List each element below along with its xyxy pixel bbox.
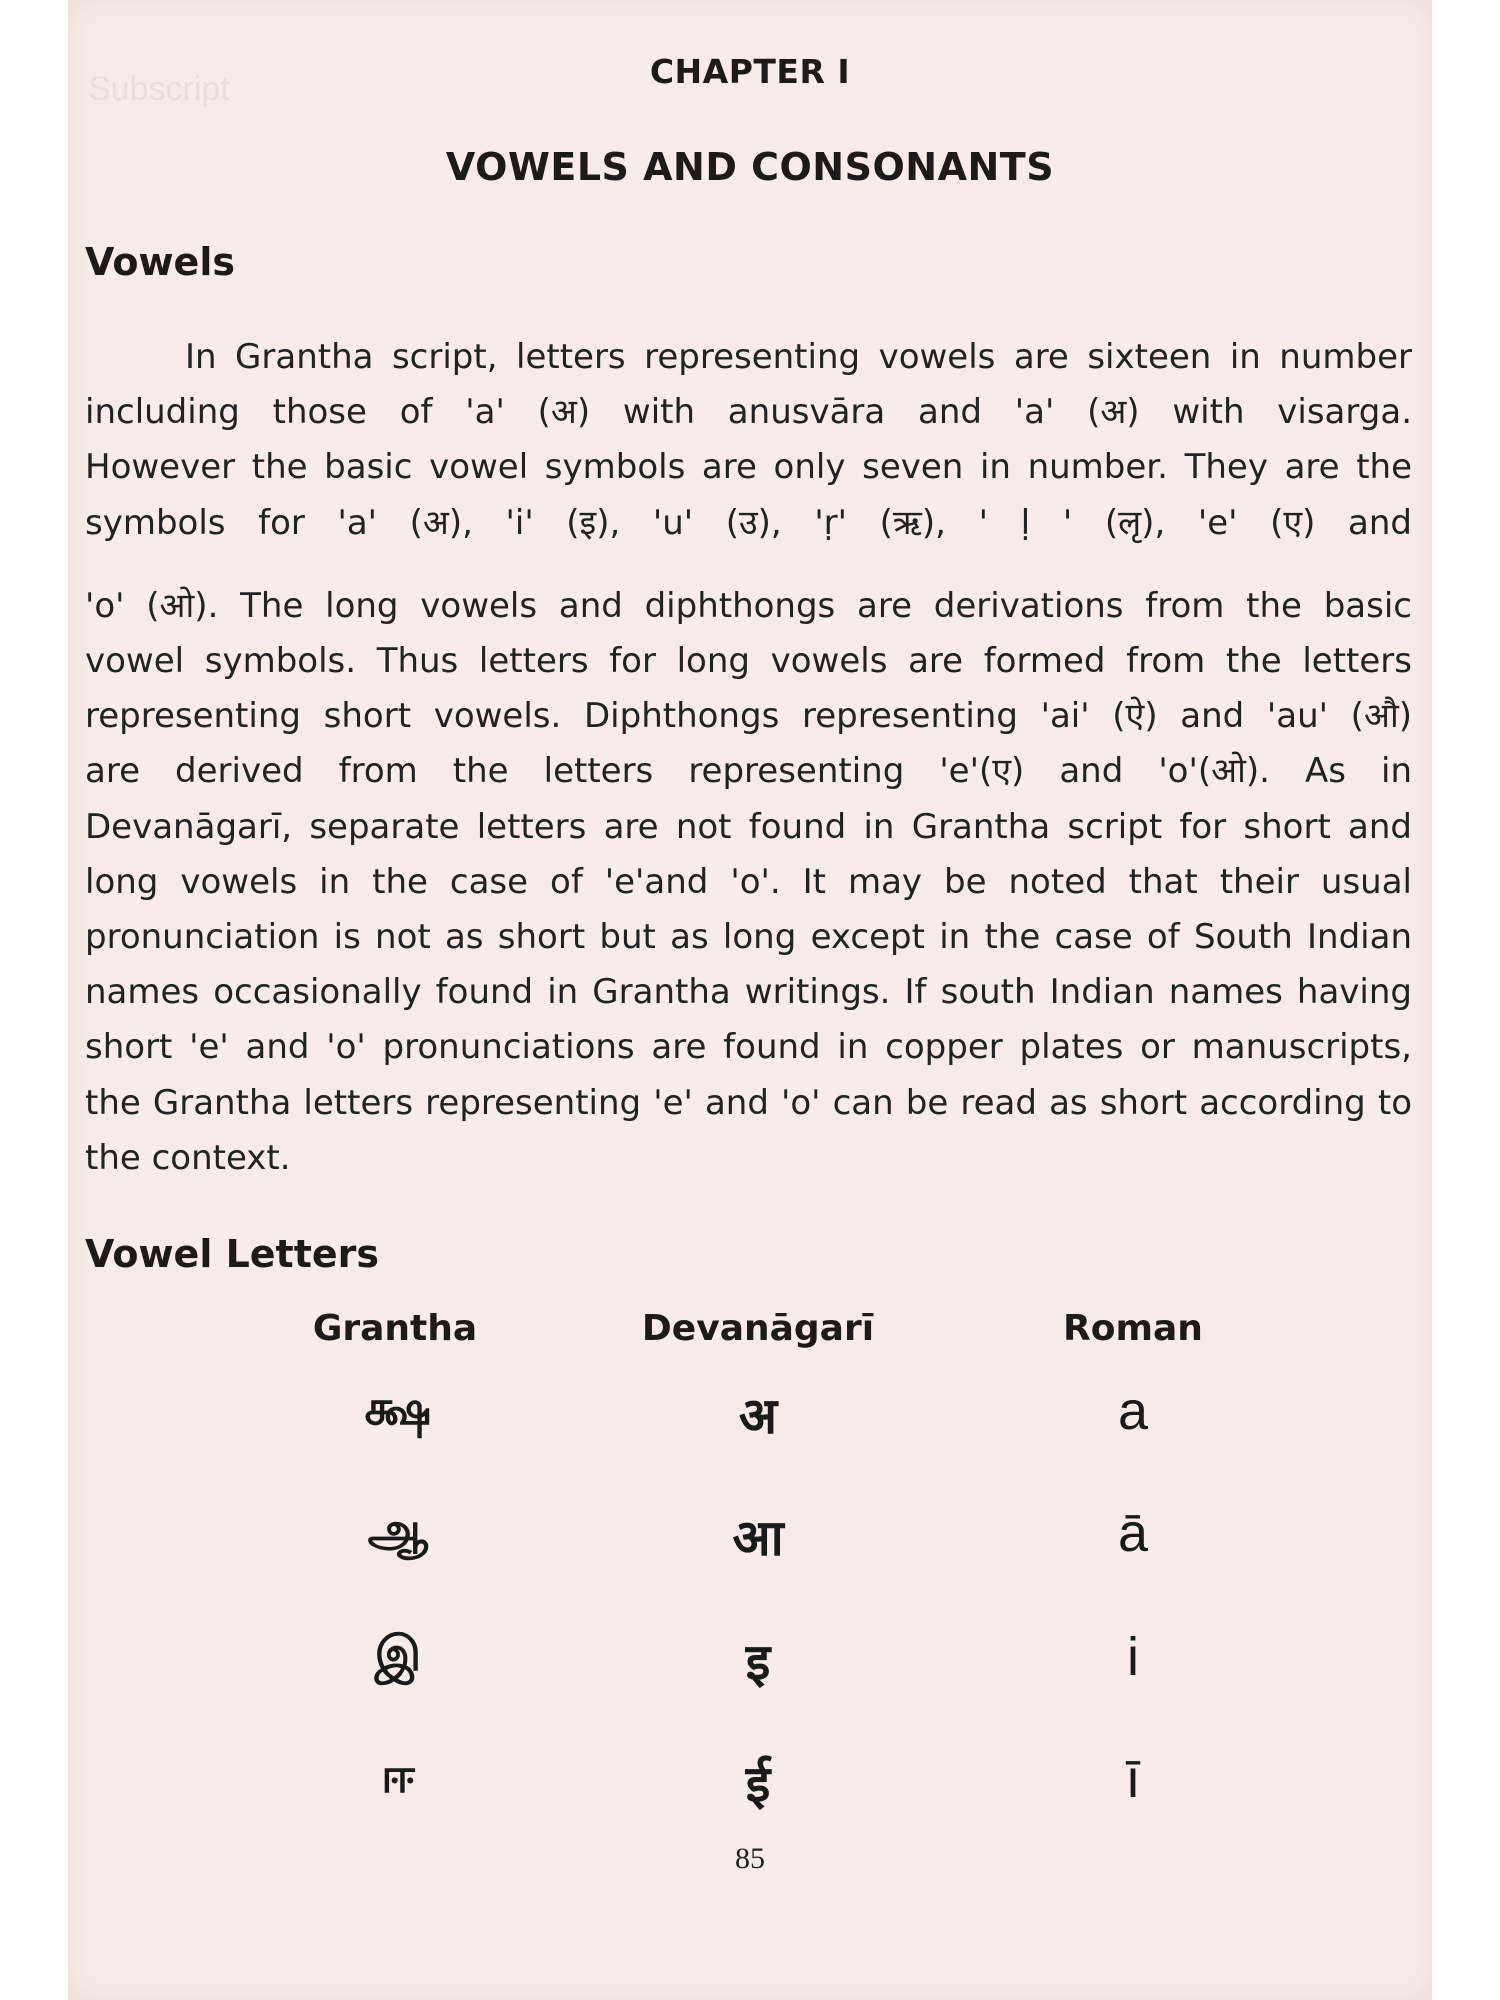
table-row — [68, 1380, 1432, 1490]
grantha-letter: க்ஷ — [364, 1380, 432, 1436]
column-header-grantha: Grantha — [312, 1308, 478, 1349]
paragraph-line: 'o' (ओ). The long vowels and diphthongs are derivations from the basic — [85, 585, 1412, 626]
chapter-title: VOWELS AND CONSONANTS — [445, 145, 1055, 189]
devanagari-letter: ई — [745, 1755, 771, 1813]
paragraph-line: long vowels in the case of 'e'and 'o'. It may be noted that their usual — [85, 861, 1412, 902]
paragraph-line: vowel symbols. Thus letters for long vowels are formed from the letters — [85, 641, 1412, 682]
paragraph-line: However the basic vowel symbols are only seven in number. They are the — [85, 447, 1412, 488]
paragraph-line: the Grantha letters representing 'e' and 'o' can be read as short according to — [85, 1082, 1412, 1123]
paragraph-line: representing short vowels. Diphthongs representing 'ai' (ऐ) and 'au' (औ) — [85, 696, 1412, 737]
devanagari-letter: इ — [745, 1633, 771, 1691]
page-number: 85 — [735, 1842, 765, 1875]
table-row — [68, 1626, 1432, 1736]
reverse-page-bleed: Subscript — [88, 70, 230, 108]
devanagari-letter: अ — [738, 1387, 778, 1445]
section-heading-vowel-letters: Vowel Letters — [85, 1232, 380, 1276]
grantha-letter: ஈ — [381, 1748, 415, 1804]
paragraph-line: names occasionally found in Grantha writings. If south Indian names having — [85, 972, 1412, 1013]
paragraph-line: including those of 'a' (अ) with anusvāra and 'a' (अ) with visarga. — [85, 392, 1412, 433]
roman-letter: i — [1127, 1627, 1139, 1687]
paragraph-line: short 'e' and 'o' pronunciations are found in copper plates or manuscripts, — [85, 1027, 1412, 1068]
column-header-devanagari: Devanāgarī — [641, 1308, 875, 1349]
section-heading-vowels: Vowels — [85, 240, 235, 284]
paragraph-line: Devanāgarī, separate letters are not found in Grantha script for short and — [85, 806, 1412, 847]
table-row — [68, 1502, 1432, 1612]
roman-letter: ā — [1117, 1503, 1149, 1563]
book-page — [68, 0, 1432, 2000]
paragraph-line: the context. — [85, 1137, 291, 1178]
paragraph-line: pronunciation is not as short but as long except in the case of South Indian — [85, 917, 1412, 958]
devanagari-letter: आ — [732, 1509, 784, 1567]
roman-letter: ī — [1125, 1749, 1141, 1809]
paragraph-line: In Grantha script, letters representing vowels are sixteen in number — [185, 337, 1412, 377]
grantha-letter: இ — [374, 1626, 422, 1682]
chapter-label: CHAPTER I — [649, 52, 851, 91]
grantha-letter: ஆ — [367, 1502, 429, 1558]
paragraph-line: symbols for 'a' (अ), 'i' (इ), 'u' (उ), 'ṛ' (ऋ), ' ḷ ' (लृ), 'e' (ए) and — [85, 502, 1412, 543]
vowels-paragraph — [85, 330, 1412, 1186]
column-header-roman: Roman — [1063, 1308, 1203, 1349]
roman-letter: a — [1117, 1381, 1149, 1441]
paragraph-line: are derived from the letters representing 'e'(ए) and 'o'(ओ). As in — [85, 751, 1412, 792]
